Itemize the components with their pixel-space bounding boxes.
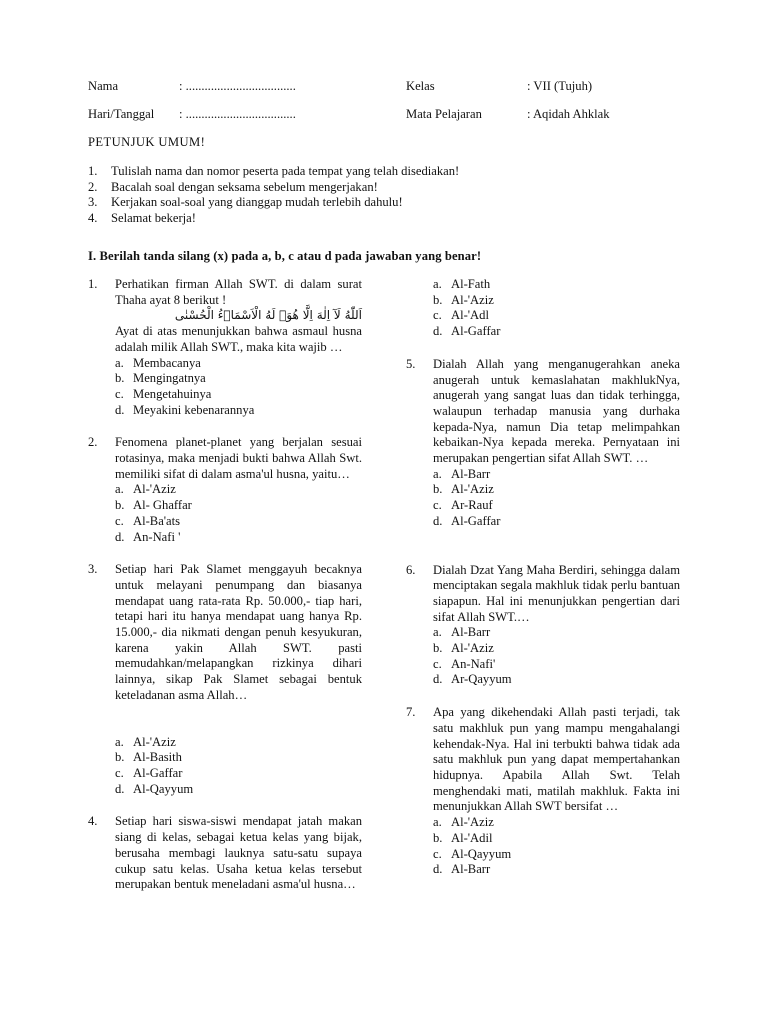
options-list [433,277,680,340]
question-stem: Setiap hari Pak Slamet menggayuh becaknya untuk melayani penumpang dan biasanya mendapat uang rata-rata Rp. 50.000,- tiap hari, tetapi hari itu hanya mendapat uang hanya Rp. 15.000,- dia nikmati dengan penuh kesyukuran, karena yakin Allah SWT. pasti memudahkan/melapangkan rizkinya dihari lainnya, sikap Pak Slamet sebagai bentuk keteladanan asma Allah… [115,562,362,702]
option-a[interactable]: a. Al-'Aziz [115,482,176,497]
arabic-verse: اَللّٰهُ لَآ اِلٰهَ اِلَّا هُوَۗ لَهُ الْاَسْمَاۤءُ الْحُسْنٰى [174,308,362,323]
field-value: : VII (Tujuh) [527,79,593,93]
option-c[interactable]: c. Mengetahuinya [115,386,212,401]
option-a[interactable]: a. Al-Barr [433,625,491,640]
section-title: I. Berilah tanda silang (x) pada a, b, c atau d pada jawaban yang benar! [88,249,482,263]
option-a[interactable]: a. Al-'Aziz [115,734,176,749]
option-c[interactable]: c. Al-Gaffar [115,765,183,780]
option-c[interactable]: c. Al-Ba'ats [115,513,181,528]
question-stem: Fenomena planet-planet yang berjalan sesuai rotasinya, maka menjadi bukti bahwa Allah Swt. memiliki sifat di dalam asma'ul husna, yaitu… [115,435,362,481]
options-list [433,625,680,688]
question-1 [88,277,362,418]
option-b[interactable]: b. Al-Basith [115,750,182,765]
option-a[interactable]: a. Al-'Aziz [433,815,494,830]
field-value[interactable]: : ................................... [179,107,296,121]
field-label: Mata Pelajaran [406,107,482,121]
option-b[interactable]: b. Al-'Aziz [433,292,494,307]
option-b[interactable]: b. Al- Ghaffar [115,498,192,513]
question-5 [406,357,680,530]
question-4 [88,814,362,893]
field-value[interactable]: : ................................... [179,79,296,93]
option-c[interactable]: c. Al-'Adl [433,308,489,323]
question-number: 5. [406,356,416,371]
option-d[interactable]: d. Al-Qayyum [115,781,194,796]
option-c[interactable]: c. An-Nafi' [433,656,496,671]
option-a[interactable]: a. Al-Barr [433,466,491,481]
option-d[interactable]: d. Ar-Qayyum [433,672,512,687]
field-value: : Aqidah Ahklak [527,107,610,121]
option-a[interactable]: a. Membacanya [115,355,201,370]
question-6 [406,563,680,689]
option-d[interactable]: d. An-Nafi ' [115,529,181,544]
list-item: 4. Selamat bekerja! [88,211,196,226]
questions-left-column [88,277,362,893]
field-label: Kelas [406,79,435,93]
option-d[interactable]: d. Meyakini kebenarannya [115,402,255,417]
question-stem: Dialah Allah yang menganugerahkan aneka anugerah untuk kemaslahatan makhlukNya, anugerah yang sangat luas dan tidak terhingga, walaupun terhadap manusia yang durhaka kepada-Nya, namun Dia tetap melimpahkan kebaikan-Nya kepada mereka. Pernyataan ini merupakan pengertian sifat Allah SWT. … [433,356,680,466]
instructions-list [88,164,688,227]
field-label: Hari/Tanggal [88,107,155,121]
options-list [115,356,362,419]
question-number: 2. [88,435,98,450]
option-b[interactable]: b. Mengingatnya [115,371,206,386]
option-a[interactable]: a. Al-Fath [433,277,491,291]
options-list [433,467,680,530]
field-label: Nama [88,79,119,93]
option-d[interactable]: d. Al-Gaffar [433,513,501,528]
option-c[interactable]: c. Al-Qayyum [433,846,512,861]
question-2 [88,435,362,545]
question-number: 1. [88,277,98,291]
question-number: 7. [406,705,416,720]
options-list [115,482,362,545]
instructions-title: PETUNJUK UMUM! [88,135,206,149]
question-number: 3. [88,562,98,577]
question-stem-continued: Ayat di atas menunjukkan bahwa asmaul husna adalah milik Allah SWT., maka kita wajib … [115,324,362,354]
question-3 [88,562,362,797]
question-7 [406,705,680,878]
options-list [433,815,680,878]
list-item: 1. Tulislah nama dan nomor peserta pada tempat yang telah disediakan! [88,164,460,178]
option-b[interactable]: b. Al-'Aziz [433,641,494,656]
question-stem: Apa yang dikehendaki Allah pasti terjadi, tak satu makhluk pun yang mampu mengahalangi kehendak-Nya. Hal ini terbukti bahwa tidak ada satu makhluk pun yang dapat mempertahankan hidupnya. Apabila Allah Swt. Telah menghendaki mati, matilah makhluk. Fakta ini menunjukkan Allah SWT bersifat … [433,705,680,814]
option-d[interactable]: d. Al-Barr [433,862,491,877]
option-b[interactable]: b. Al-'Adil [433,830,493,845]
questions-right-column [406,277,680,878]
question-number: 6. [406,562,416,577]
list-item: 2. Bacalah soal dengan seksama sebelum mengerjakan! [88,179,378,194]
options-list [115,735,362,798]
question-stem: Setiap hari siswa-siswi mendapat jatah makan siang di kelas, sebagai ketua kelas yang bijak, berusaha membagi lauknya satu-satu supaya cukup satu kelas. Usaha ketua kelas tersebut merupakan bentuk meneladani asma'ul husna… [115,814,362,892]
option-c[interactable]: c. Ar-Rauf [433,498,493,513]
option-d[interactable]: d. Al-Gaffar [433,324,501,339]
list-item: 3. Kerjakan soal-soal yang dianggap mudah terlebih dahulu! [88,195,403,210]
question-4-options [406,277,680,340]
question-number: 4. [88,814,98,829]
question-stem: Dialah Dzat Yang Maha Berdiri, sehingga dalam menciptakan segala makhluk tidak perlu bantuan siapapun. Hal ini menunjukkan pengertian dari sifat Allah SWT.… [433,562,680,624]
option-b[interactable]: b. Al-'Aziz [433,482,494,497]
question-stem: Perhatikan firman Allah SWT. di dalam surat Thaha ayat 8 berikut ! [115,277,362,307]
